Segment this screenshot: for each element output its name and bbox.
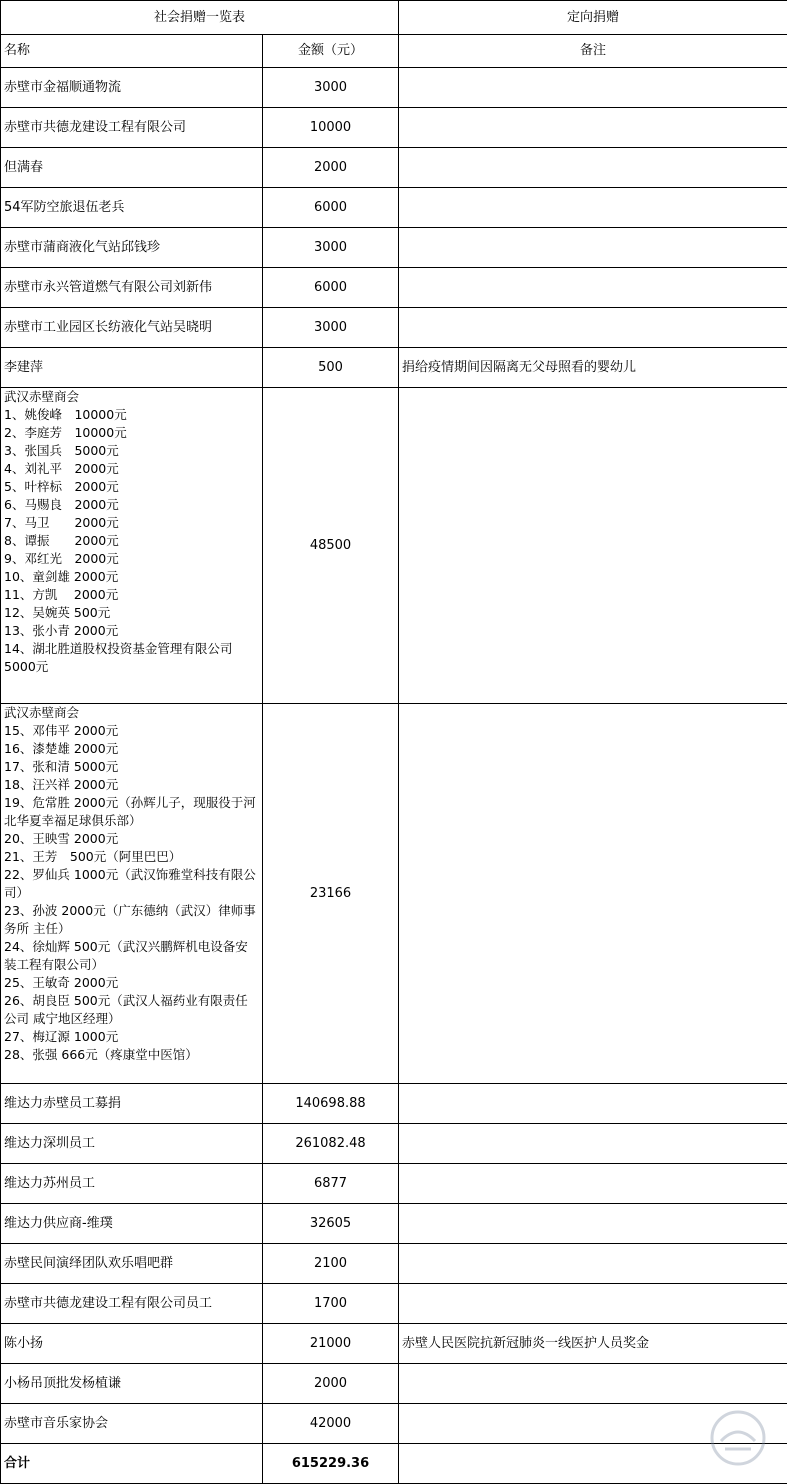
group-2-line: 20、王映雪 2000元 — [4, 830, 259, 848]
group-1-line: 9、邓红光 2000元 — [4, 550, 259, 568]
donation-amount: 2000 — [263, 148, 399, 188]
table-row — [1, 308, 787, 348]
column-note: 备注 — [399, 35, 787, 68]
column-name: 名称 — [1, 35, 263, 68]
group-2-line: 27、梅辽源 1000元 — [4, 1028, 259, 1046]
donation-amount: 32605 — [263, 1204, 399, 1244]
donation-amount: 140698.88 — [263, 1084, 399, 1124]
table-row — [1, 188, 787, 228]
group-2-line: 武汉赤壁商会 — [4, 704, 259, 722]
donation-amount: 6000 — [263, 188, 399, 228]
donation-note — [399, 1284, 787, 1324]
group-1-line: 7、马卫 2000元 — [4, 514, 259, 532]
group-1-note — [399, 388, 787, 704]
donation-amount: 3000 — [263, 68, 399, 108]
table-row — [1, 1084, 787, 1124]
donation-note — [399, 228, 787, 268]
total-label: 合计 — [1, 1444, 263, 1484]
donation-note — [399, 1364, 787, 1404]
table-row — [1, 1204, 787, 1244]
donation-amount: 2100 — [263, 1244, 399, 1284]
donor-name: 维达力赤壁员工募捐 — [1, 1084, 263, 1124]
donation-note — [399, 1204, 787, 1244]
donor-name: 赤壁市永兴管道燃气有限公司刘新伟 — [1, 268, 263, 308]
donor-name: 54军防空旅退伍老兵 — [1, 188, 263, 228]
group-1-line: 14、湖北胜道股权投资基金管理有限公司 5000元 — [4, 640, 259, 676]
donor-name: 但满春 — [1, 148, 263, 188]
donor-name: 李建萍 — [1, 348, 263, 388]
donor-name: 维达力深圳员工 — [1, 1124, 263, 1164]
donor-name: 维达力供应商-维璞 — [1, 1204, 263, 1244]
group-1-line: 2、李庭芳 10000元 — [4, 424, 259, 442]
group-1-line: 8、谭振 2000元 — [4, 532, 259, 550]
donation-note — [399, 108, 787, 148]
group-1-line: 1、姚俊峰 10000元 — [4, 406, 259, 424]
table-row — [1, 68, 787, 108]
group-1-list — [1, 388, 263, 704]
donor-name: 赤壁市共德龙建设工程有限公司员工 — [1, 1284, 263, 1324]
group-2-line: 21、王芳 500元（阿里巴巴） — [4, 848, 259, 866]
group-1-line: 13、张小青 2000元 — [4, 622, 259, 640]
group-1-line: 武汉赤壁商会 — [4, 388, 259, 406]
donation-note — [399, 1124, 787, 1164]
group-2-line: 15、邓伟平 2000元 — [4, 722, 259, 740]
column-header-row — [1, 35, 787, 68]
header-right: 定向捐赠 — [399, 1, 787, 35]
donation-amount: 3000 — [263, 308, 399, 348]
donation-note — [399, 308, 787, 348]
group-row-1 — [1, 388, 787, 704]
donation-note: 赤壁人民医院抗新冠肺炎一线医护人员奖金 — [399, 1324, 787, 1364]
table-row — [1, 1364, 787, 1404]
group-2-line: 22、罗仙兵 1000元（武汉饰雅堂科技有限公司） — [4, 866, 259, 902]
table-row — [1, 1124, 787, 1164]
donor-name: 小杨吊顶批发杨植谦 — [1, 1364, 263, 1404]
group-1-line: 11、方凯 2000元 — [4, 586, 259, 604]
donor-name: 赤壁市共德龙建设工程有限公司 — [1, 108, 263, 148]
donation-note — [399, 148, 787, 188]
table-row — [1, 148, 787, 188]
group-1-amount: 48500 — [263, 388, 399, 704]
donation-amount: 261082.48 — [263, 1124, 399, 1164]
donor-name: 赤壁市金福顺通物流 — [1, 68, 263, 108]
donation-amount: 2000 — [263, 1364, 399, 1404]
donor-name: 维达力苏州员工 — [1, 1164, 263, 1204]
table-row — [1, 1164, 787, 1204]
table-row — [1, 1324, 787, 1364]
donation-note — [399, 1244, 787, 1284]
group-1-line: 12、吴婉英 500元 — [4, 604, 259, 622]
table-row — [1, 108, 787, 148]
donation-note — [399, 188, 787, 228]
group-row-2 — [1, 704, 787, 1084]
group-2-line: 25、王敏奇 2000元 — [4, 974, 259, 992]
group-1-line: 6、马赐良 2000元 — [4, 496, 259, 514]
donor-name: 赤壁民间演绎团队欢乐唱吧群 — [1, 1244, 263, 1284]
donation-note — [399, 268, 787, 308]
donation-note — [399, 1084, 787, 1124]
group-1-line: 5、叶梓标 2000元 — [4, 478, 259, 496]
donation-amount: 10000 — [263, 108, 399, 148]
group-2-amount: 23166 — [263, 704, 399, 1084]
group-2-line: 18、汪兴祥 2000元 — [4, 776, 259, 794]
group-2-line: 19、危常胜 2000元（孙辉儿子，现服役于河北华夏幸福足球俱乐部） — [4, 794, 259, 830]
table-row — [1, 268, 787, 308]
donation-amount: 6000 — [263, 268, 399, 308]
table-row — [1, 1404, 787, 1444]
donor-name: 赤壁市工业园区长纺液化气站吴晓明 — [1, 308, 263, 348]
donor-name: 陈小扬 — [1, 1324, 263, 1364]
table-row — [1, 228, 787, 268]
total-row — [1, 1444, 787, 1484]
group-2-line: 17、张和清 5000元 — [4, 758, 259, 776]
total-amount: 615229.36 — [263, 1444, 399, 1484]
column-amount: 金额（元） — [263, 35, 399, 68]
donation-amount: 6877 — [263, 1164, 399, 1204]
table-row — [1, 348, 787, 388]
group-2-line: 28、张强 666元（疼康堂中医馆） — [4, 1046, 259, 1064]
donation-amount: 500 — [263, 348, 399, 388]
donation-amount: 42000 — [263, 1404, 399, 1444]
donation-note — [399, 1164, 787, 1204]
group-1-line: 3、张国兵 5000元 — [4, 442, 259, 460]
header-left: 社会捐赠一览表 — [1, 1, 399, 35]
group-1-line: 4、刘礼平 2000元 — [4, 460, 259, 478]
donation-amount: 1700 — [263, 1284, 399, 1324]
group-2-note — [399, 704, 787, 1084]
group-2-line: 24、徐灿辉 500元（武汉兴鹏辉机电设备安装工程有限公司） — [4, 938, 259, 974]
table-row — [1, 1244, 787, 1284]
watermark-logo-icon — [703, 1403, 773, 1473]
donor-name: 赤壁市蒲商液化气站邱钱珍 — [1, 228, 263, 268]
header-row — [1, 1, 787, 35]
donation-amount: 3000 — [263, 228, 399, 268]
donor-name: 赤壁市音乐家协会 — [1, 1404, 263, 1444]
group-2-line: 16、漆楚雄 2000元 — [4, 740, 259, 758]
group-2-list — [1, 704, 263, 1084]
donation-amount: 21000 — [263, 1324, 399, 1364]
group-2-line: 23、孙波 2000元（广东德纳（武汉）律师事务所 主任） — [4, 902, 259, 938]
donation-note: 捐给疫情期间因隔离无父母照看的婴幼儿 — [399, 348, 787, 388]
group-2-line: 26、胡良臣 500元（武汉人福药业有限责任公司 咸宁地区经理） — [4, 992, 259, 1028]
donation-note — [399, 68, 787, 108]
table-row — [1, 1284, 787, 1324]
group-1-line: 10、童剑雄 2000元 — [4, 568, 259, 586]
